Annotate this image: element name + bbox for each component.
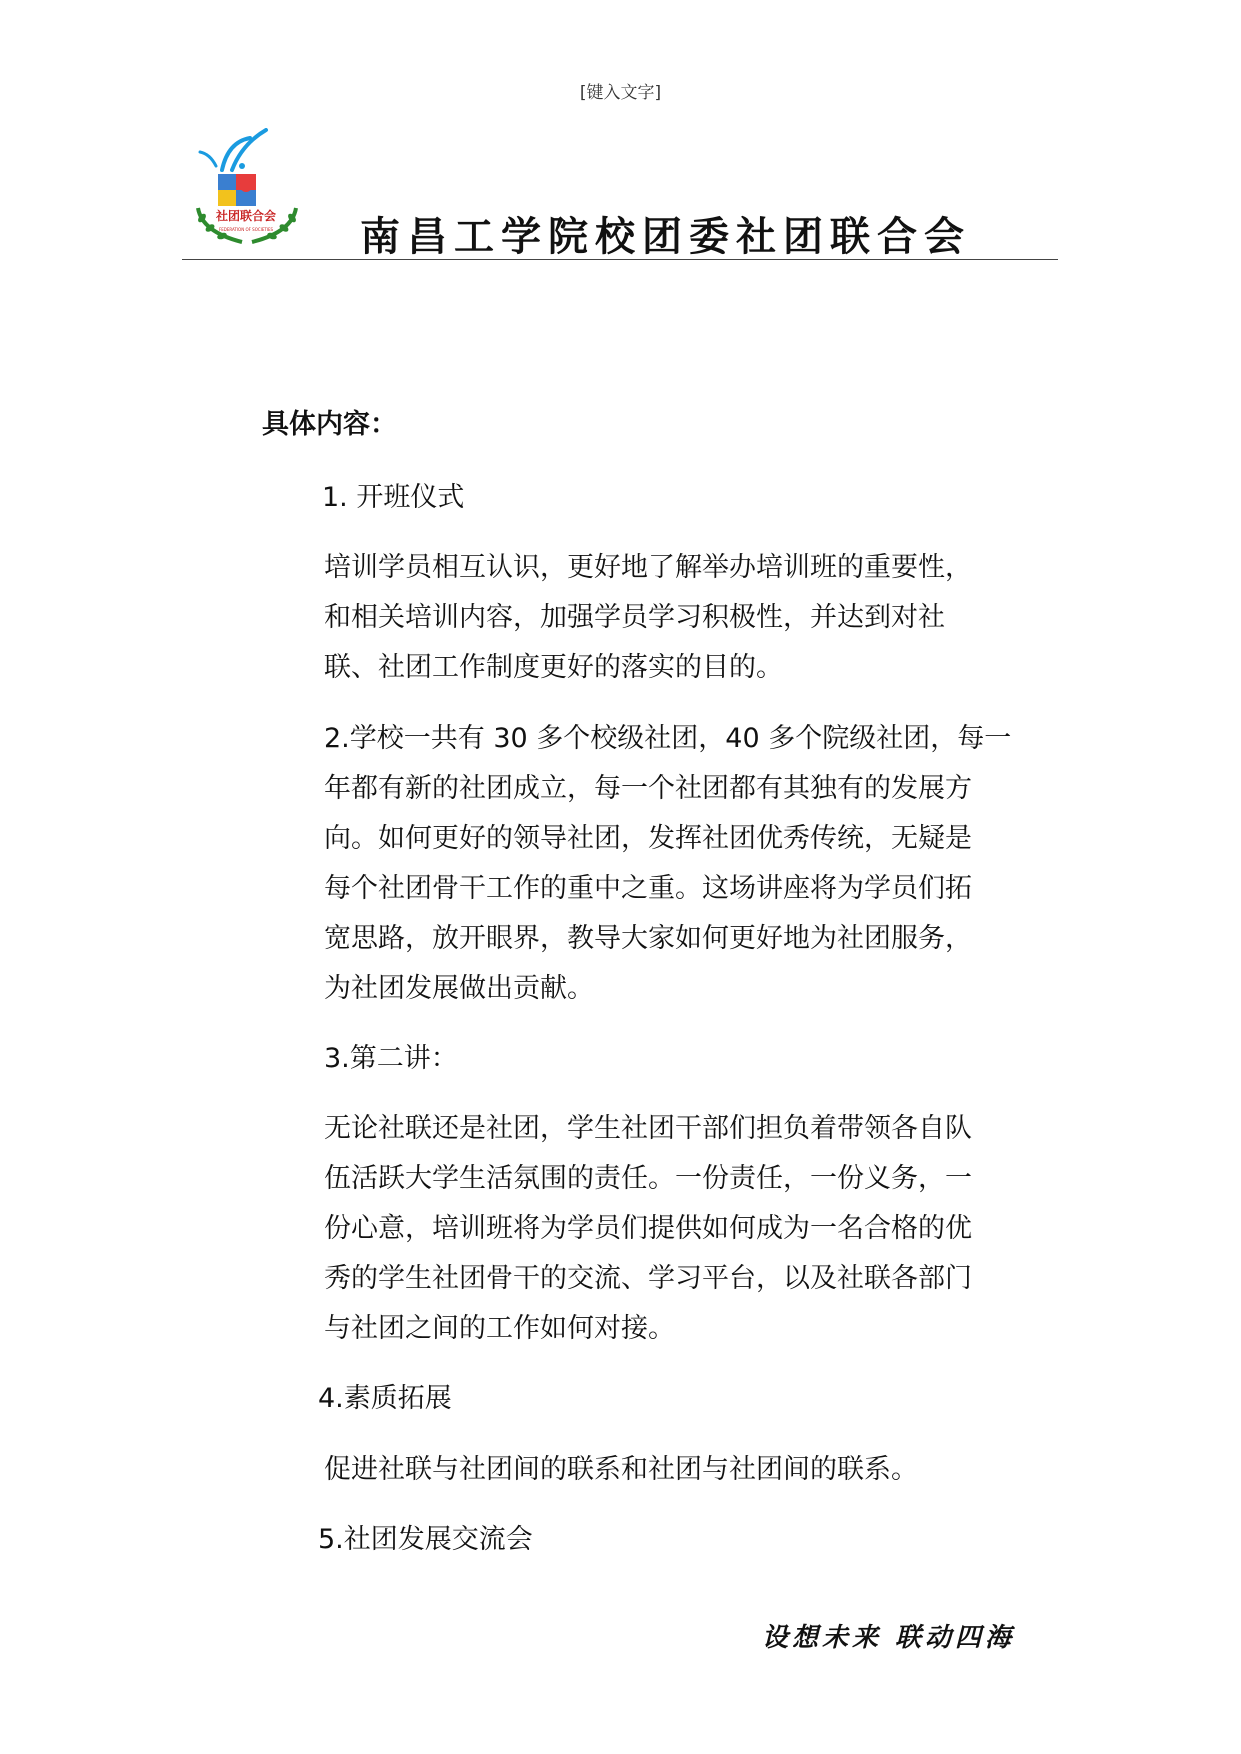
logo-text: 社团联合会: [215, 209, 277, 223]
item-2-line: 向。如何更好的领导社团，发挥社团优秀传统，无疑是: [324, 823, 972, 854]
item-3-line: 伍活跃大学生活氛围的责任。一份责任，一份义务，一: [324, 1163, 972, 1194]
item-4-line: 促进社联与社团间的联系和社团与社团间的联系。: [324, 1454, 918, 1485]
header-placeholder-tag: [键入文字]: [579, 83, 662, 103]
footer-slogan: 设想未来 联动四海: [762, 1623, 1016, 1653]
item-3-line: 秀的学生社团骨干的交流、学习平台，以及社联各部门: [324, 1263, 972, 1294]
item-5-title: 5.社团发展交流会: [318, 1524, 533, 1555]
society-federation-logo: [192, 128, 304, 248]
item-3-line: 份心意，培训班将为学员们提供如何成为一名合格的优: [324, 1213, 972, 1244]
logo-subtext: FEDERATION OF SOCIETIES: [218, 227, 274, 232]
item-3-title: 3.第二讲：: [324, 1043, 458, 1074]
item-1-title: 1. 开班仪式: [322, 482, 465, 513]
item-2-line: 2.学校一共有 30 多个校级社团，40 多个院级社团，每一: [324, 723, 1012, 754]
item-1-line: 联、社团工作制度更好的落实的目的。: [324, 652, 783, 683]
item-2-line: 年都有新的社团成立，每一个社团都有其独有的发展方: [324, 773, 972, 804]
item-1-line: 培训学员相互认识，更好地了解举办培训班的重要性，: [324, 552, 972, 583]
section-heading: 具体内容：: [262, 409, 397, 440]
item-2-line: 宽思路，放开眼界，教导大家如何更好地为社团服务，: [324, 923, 972, 954]
item-4-title: 4.素质拓展: [318, 1383, 452, 1414]
org-title: 南昌工学院校团委社团联合会: [360, 213, 971, 260]
item-2-line: 每个社团骨干工作的重中之重。这场讲座将为学员们拓: [324, 873, 972, 904]
header-divider: [182, 259, 1058, 260]
item-1-line: 和相关培训内容，加强学员学习积极性，并达到对社: [324, 602, 945, 633]
item-2-line: 为社团发展做出贡献。: [324, 973, 594, 1004]
item-3-line: 无论社联还是社团，学生社团干部们担负着带领各自队: [324, 1113, 972, 1144]
item-3-line: 与社团之间的工作如何对接。: [324, 1313, 675, 1344]
